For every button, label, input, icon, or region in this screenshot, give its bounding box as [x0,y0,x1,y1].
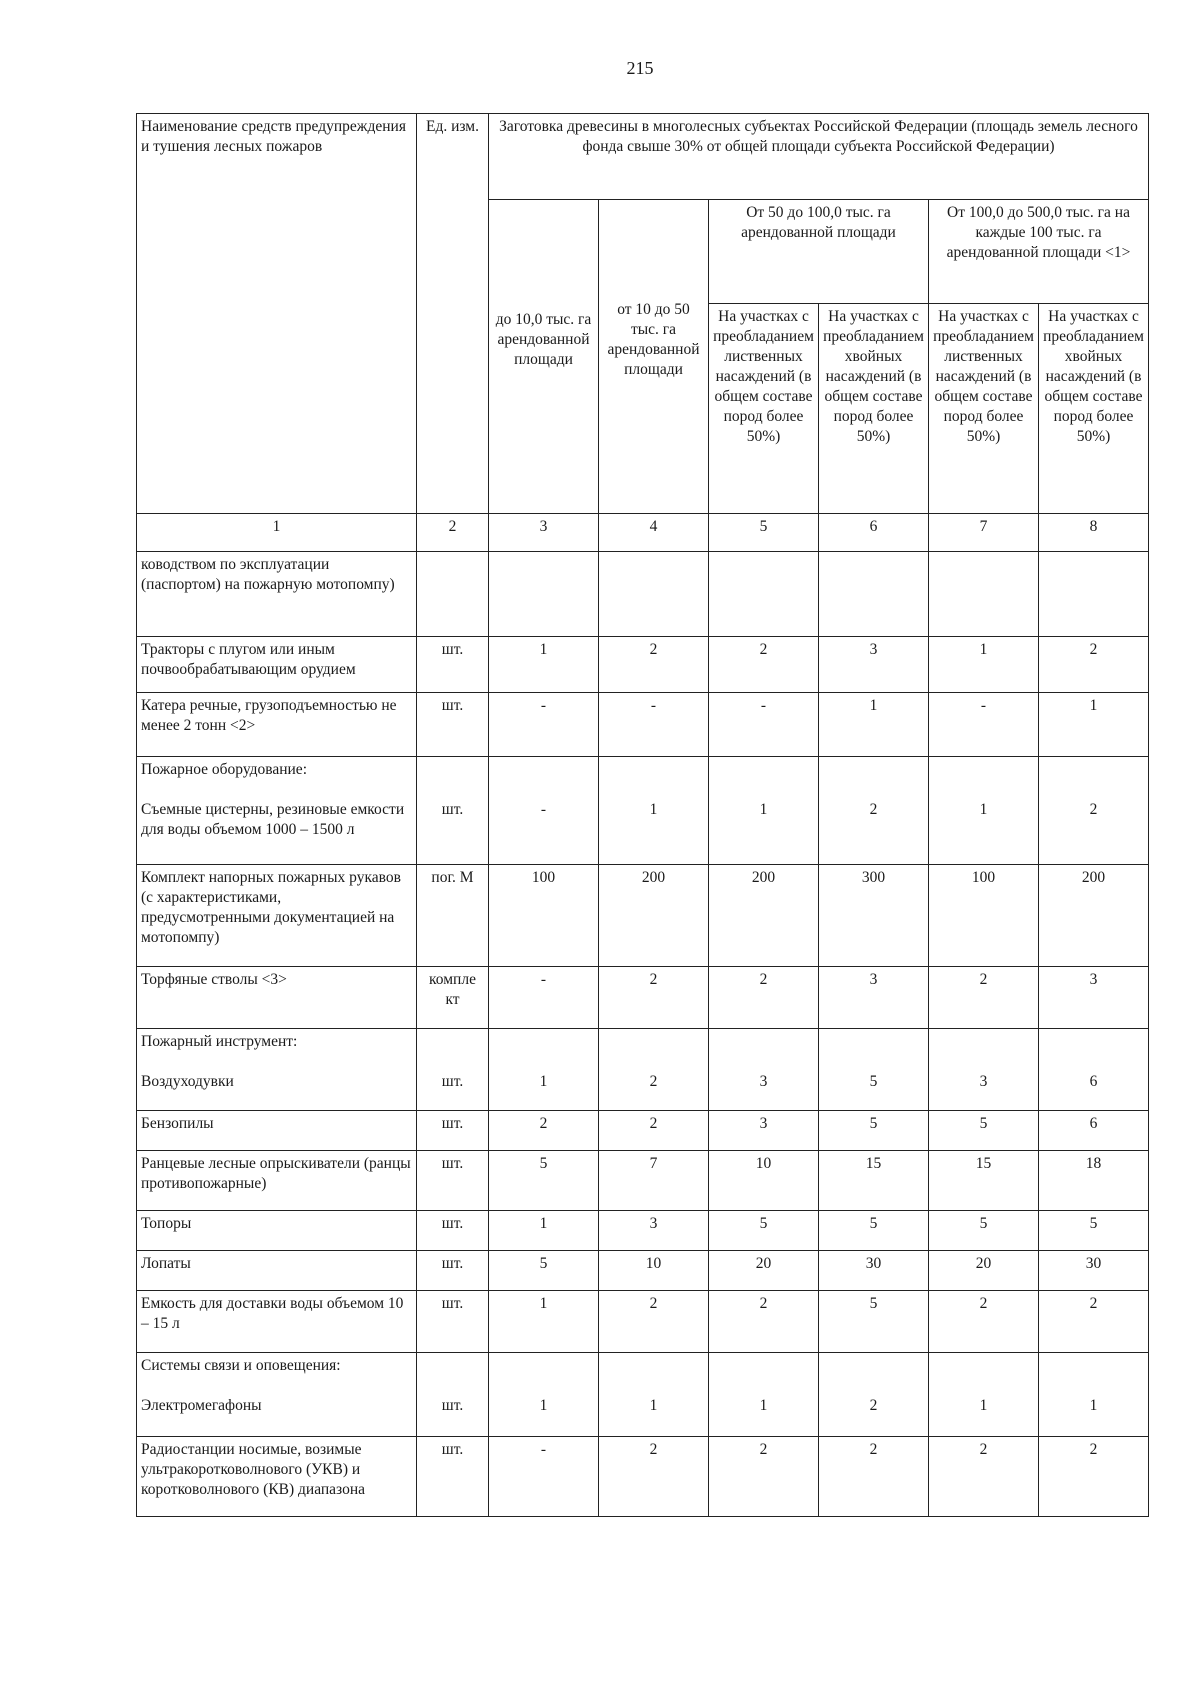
item-name-cell [137,1029,417,1111]
value-cell [489,552,599,637]
value-cell: 3 [819,967,929,1029]
item-name: Съемные цистерны, резиновые емкости для воды объемом 1000 – 1500 л [141,801,405,838]
column-number: 2 [417,514,489,552]
value-cell: 2 [599,1437,709,1517]
column-number-row [137,514,1149,552]
value-cell [929,552,1039,637]
item-name: Торфяные стволы <3> [141,971,287,988]
value-cell: 5 [489,1251,599,1291]
item-name: ководством по эксплуатации (паспортом) на пожарную мотопомпу) [141,556,395,593]
value-cell: - [489,757,599,865]
table-row [137,1353,1149,1437]
value-cell: 2 [819,757,929,865]
table-row [137,693,1149,757]
value-cell: 2 [929,1291,1039,1353]
value-cell: 1 [599,1353,709,1437]
item-name-cell [137,637,417,693]
unit-cell: шт. [417,757,489,865]
value-cell: 1 [489,1353,599,1437]
table-row [137,1151,1149,1211]
value-cell: 5 [489,1151,599,1211]
value-cell: 2 [599,637,709,693]
item-name-cell [137,865,417,967]
unit-cell: шт. [417,1437,489,1517]
column-number: 3 [489,514,599,552]
value-cell: 30 [819,1251,929,1291]
value-cell: 10 [599,1251,709,1291]
value-cell: - [709,693,819,757]
value-cell: 300 [819,865,929,967]
unit-cell: шт. [417,1111,489,1151]
header-unit: Ед. изм. [417,114,489,514]
header-10-to-50: от 10 до 50 тыс. га арендованной площади [599,200,709,514]
value-cell: 3 [709,1029,819,1111]
value-cell: - [489,693,599,757]
table-row [137,552,1149,637]
header-group-title: Заготовка древесины в многолесных субъектах Российской Федерации (площадь земель лесного фонда свыше 30% от общей площади субъекта Российской Федерации) [489,114,1149,200]
value-cell: 5 [819,1029,929,1111]
value-cell: 7 [599,1151,709,1211]
value-cell: 5 [1039,1211,1149,1251]
section-title: Пожарное оборудование: [141,761,307,778]
table-row [137,1111,1149,1151]
value-cell: - [489,1437,599,1517]
value-cell: 2 [1039,757,1149,865]
value-cell: 2 [489,1111,599,1151]
value-cell: 30 [1039,1251,1149,1291]
section-title: Системы связи и оповещения: [141,1357,341,1374]
value-cell: - [929,693,1039,757]
value-cell: 2 [1039,637,1149,693]
unit-cell: шт. [417,1353,489,1437]
value-cell: 200 [709,865,819,967]
value-cell: 2 [1039,1437,1149,1517]
column-number: 4 [599,514,709,552]
item-name-cell [137,1291,417,1353]
unit-cell [417,552,489,637]
value-cell: 1 [929,1353,1039,1437]
unit-cell: шт. [417,1211,489,1251]
value-cell: 18 [1039,1151,1149,1211]
value-cell: 2 [599,1291,709,1353]
value-cell [1039,552,1149,637]
item-name-cell [137,1111,417,1151]
header-deciduous: На участках с преобладанием лиственных насаждений (в общем составе пород более 50%) [929,304,1039,514]
value-cell: 1 [1039,693,1149,757]
value-cell: 1 [489,1291,599,1353]
value-cell: - [599,693,709,757]
unit-cell: шт. [417,637,489,693]
value-cell: 2 [709,637,819,693]
value-cell: 5 [929,1111,1039,1151]
value-cell [709,552,819,637]
table-row [137,865,1149,967]
value-cell: 2 [709,967,819,1029]
value-cell: 5 [819,1211,929,1251]
item-name-cell [137,1353,417,1437]
item-name-cell [137,1151,417,1211]
column-number: 7 [929,514,1039,552]
table-row [137,757,1149,865]
value-cell: 2 [709,1291,819,1353]
item-name-cell [137,552,417,637]
value-cell: 15 [819,1151,929,1211]
value-cell: 5 [819,1111,929,1151]
item-name-cell [137,693,417,757]
item-name: Воздуходувки [141,1073,234,1090]
column-number: 6 [819,514,929,552]
section-title: Пожарный инструмент: [141,1033,298,1050]
value-cell: - [489,967,599,1029]
value-cell: 1 [709,1353,819,1437]
table-row [137,1251,1149,1291]
header-deciduous: На участках с преобладанием лиственных насаждений (в общем составе пород более 50%) [709,304,819,514]
table-row [137,1029,1149,1111]
item-name: Катера речные, грузоподъемностью не менее 2 тонн <2> [141,697,397,734]
table-row [137,1211,1149,1251]
table-row [137,967,1149,1029]
item-name: Лопаты [141,1255,191,1272]
item-name: Тракторы с плугом или иным почвообрабатывающим орудием [141,641,356,678]
value-cell: 5 [709,1211,819,1251]
value-cell: 100 [929,865,1039,967]
value-cell: 1 [489,637,599,693]
value-cell: 200 [599,865,709,967]
value-cell [599,552,709,637]
unit-cell: шт. [417,693,489,757]
fire-equipment-table [136,113,1149,1517]
value-cell: 1 [489,1029,599,1111]
value-cell: 10 [709,1151,819,1211]
item-name-cell [137,967,417,1029]
column-number: 8 [1039,514,1149,552]
item-name-cell [137,1211,417,1251]
unit-cell: шт. [417,1291,489,1353]
item-name: Комплект напорных пожарных рукавов (с характеристиками, предусмотренными документацией на мотопомпу) [141,869,401,946]
header-50-to-100: От 50 до 100,0 тыс. га арендованной площади [709,200,929,304]
value-cell: 1 [929,757,1039,865]
value-cell: 1 [819,693,929,757]
value-cell: 2 [599,1029,709,1111]
value-cell: 15 [929,1151,1039,1211]
item-name: Емкость для доставки воды объемом 10 – 15 л [141,1295,404,1332]
value-cell: 200 [1039,865,1149,967]
unit-cell: пог. М [417,865,489,967]
column-number: 5 [709,514,819,552]
unit-cell: комплект [417,967,489,1029]
unit-cell: шт. [417,1251,489,1291]
table-row [137,637,1149,693]
unit-cell: шт. [417,1151,489,1211]
value-cell: 5 [819,1291,929,1353]
header-coniferous: На участках с преобладанием хвойных насаждений (в общем составе пород более 50%) [1039,304,1149,514]
value-cell: 2 [819,1437,929,1517]
value-cell: 1 [489,1211,599,1251]
value-cell: 2 [929,967,1039,1029]
item-name: Топоры [141,1215,192,1232]
value-cell: 2 [599,967,709,1029]
value-cell: 5 [929,1211,1039,1251]
value-cell: 1 [1039,1353,1149,1437]
value-cell: 6 [1039,1111,1149,1151]
value-cell: 3 [599,1211,709,1251]
value-cell: 3 [929,1029,1039,1111]
value-cell: 3 [819,637,929,693]
header-name: Наименование средств предупреждения и тушения лесных пожаров [137,114,417,514]
value-cell: 100 [489,865,599,967]
header-up-to-10: до 10,0 тыс. га арендованной площади [489,200,599,514]
value-cell: 1 [709,757,819,865]
item-name: Электромегафоны [141,1397,262,1414]
value-cell: 3 [1039,967,1149,1029]
item-name-cell [137,1437,417,1517]
header-100-to-500: От 100,0 до 500,0 тыс. га на каждые 100 тыс. га арендованной площади <1> [929,200,1149,304]
item-name: Бензопилы [141,1115,214,1132]
item-name: Радиостанции носимые, возимые ультракоротковолнового (УКВ) и коротковолнового (КВ) диапазона [141,1441,366,1498]
value-cell: 2 [819,1353,929,1437]
value-cell: 1 [929,637,1039,693]
value-cell: 2 [1039,1291,1149,1353]
table-row [137,1437,1149,1517]
table-row [137,1291,1149,1353]
column-number: 1 [137,514,417,552]
value-cell: 2 [599,1111,709,1151]
page-number: 215 [626,58,654,78]
header-coniferous: На участках с преобладанием хвойных насаждений (в общем составе пород более 50%) [819,304,929,514]
unit-cell: шт. [417,1029,489,1111]
item-name-cell [137,1251,417,1291]
value-cell: 2 [709,1437,819,1517]
value-cell: 6 [1039,1029,1149,1111]
item-name: Ранцевые лесные опрыскиватели (ранцы противопожарные) [141,1155,411,1192]
value-cell: 2 [929,1437,1039,1517]
value-cell: 20 [929,1251,1039,1291]
value-cell: 20 [709,1251,819,1291]
value-cell [819,552,929,637]
value-cell: 3 [709,1111,819,1151]
value-cell: 1 [599,757,709,865]
item-name-cell [137,757,417,865]
